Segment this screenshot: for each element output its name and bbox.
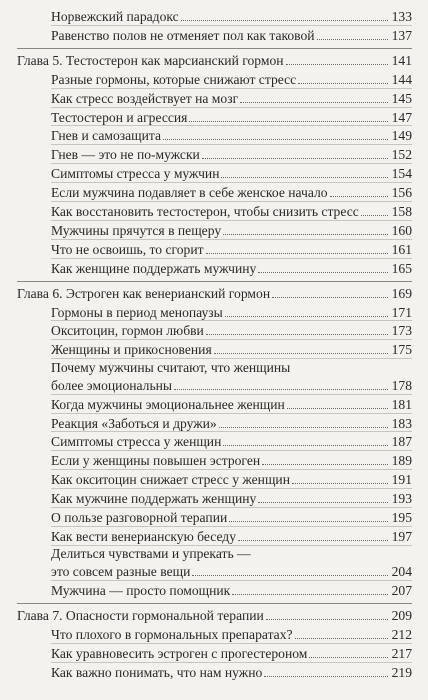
toc-entry[interactable] [51, 26, 412, 44]
dot-leader [330, 196, 388, 197]
toc-entry-title: Гнев и самозащита [51, 128, 162, 144]
chapter-rule [17, 603, 412, 604]
chapter-page: 209 [391, 608, 412, 624]
dot-leader [240, 102, 387, 103]
toc-entry-page: 147 [391, 109, 412, 125]
toc-entry-title: Женщины и прикосновения [51, 342, 212, 358]
toc-entry[interactable] [51, 340, 412, 358]
chapter-heading[interactable] [17, 606, 412, 624]
toc-entry-page: 144 [391, 71, 412, 87]
toc-entry-title: Как важно понимать, что нам нужно [51, 664, 263, 680]
toc-entry-title: Когда мужчины эмоциональнее женщин [51, 396, 285, 412]
dot-leader [229, 521, 387, 522]
toc-entry-page: 183 [391, 415, 412, 431]
toc-entry[interactable] [51, 451, 412, 469]
toc-entry-title: Как стресс воздействует на мозг [51, 90, 239, 106]
toc-entry[interactable] [51, 489, 412, 507]
toc-entry[interactable] [51, 145, 412, 163]
dot-leader [295, 638, 388, 639]
dot-leader [221, 177, 387, 178]
dot-leader [361, 215, 388, 216]
toc-entry-title: это совсем разные вещи [51, 564, 191, 580]
chapter-page: 169 [391, 285, 412, 301]
toc-entry[interactable] [51, 432, 412, 450]
toc-entry-title: Как окситоцин снижает стресс у женщин [51, 472, 290, 488]
toc-entry-title: Окситоцин, гормон любви [51, 323, 204, 339]
toc-entry-title: Равенство полов не отменяет пол как таковой [51, 27, 315, 43]
dot-leader [272, 297, 387, 298]
toc-entry-page: 197 [391, 528, 412, 544]
toc-entry-title-line1: Почему мужчины считают, что женщины [51, 359, 291, 375]
dot-leader [225, 316, 388, 317]
toc-entry-title: Что плохого в гормональных препаратах? [51, 627, 293, 642]
toc-entry-title: Тестостерон и агрессия [51, 109, 188, 125]
dot-leader [286, 64, 388, 65]
toc-entry-title: Как женщине поддержать мужчину [51, 260, 257, 276]
toc-entry-title-line1: Делиться чувствами и упрекать — [51, 546, 251, 562]
toc-entry-title: Норвежский парадокс [51, 9, 179, 24]
dot-leader [262, 464, 387, 465]
toc-entry-page: 171 [391, 304, 412, 320]
toc-entry-title: Гнев — это не по-мужски [51, 147, 200, 163]
toc-entry-title: Если у женщины повышен эстроген [51, 453, 261, 469]
toc-entry-title: Как восстановить тестостерон, чтобы снизить стресс [51, 204, 359, 219]
chapter-heading[interactable] [17, 284, 412, 302]
toc-entry-page: 158 [391, 204, 412, 219]
toc-entry-page: 187 [391, 434, 412, 450]
dot-leader [189, 121, 387, 122]
toc-entry-page: 145 [391, 90, 412, 106]
dot-leader [223, 445, 387, 446]
chapter-title: Глава 6. Эстроген как венерианский гормон [17, 285, 271, 301]
toc-entry-title: Симптомы стресса у мужчин [51, 166, 220, 182]
toc-entry[interactable] [51, 202, 412, 220]
dot-leader [206, 334, 388, 335]
toc-entry[interactable] [51, 183, 412, 201]
dot-leader [266, 619, 388, 620]
toc-entry-page: 156 [391, 185, 412, 201]
toc-entry-page: 160 [391, 222, 412, 238]
toc-entry-page: 217 [391, 645, 412, 661]
dot-leader [223, 234, 387, 235]
toc-entry[interactable] [51, 70, 412, 88]
toc-entry-title: О пользе разговорной терапии [51, 510, 228, 525]
toc-entry[interactable] [51, 470, 412, 488]
toc-entry[interactable] [51, 240, 412, 258]
toc-entry-page: 152 [391, 147, 412, 163]
dot-leader [219, 427, 388, 428]
toc-entry[interactable] [51, 321, 412, 339]
toc-entry-page: 219 [391, 664, 412, 680]
toc-entry[interactable] [51, 508, 412, 526]
toc-entry[interactable] [51, 644, 412, 662]
chapter-heading[interactable] [17, 51, 412, 69]
toc-entry[interactable] [51, 259, 412, 277]
toc-entry-page: 195 [391, 510, 412, 525]
toc-entry[interactable] [51, 395, 412, 413]
toc-entry-title: Разные гормоны, которые снижают стресс [51, 71, 297, 87]
dot-leader [238, 540, 388, 541]
toc-entry-page: 212 [391, 627, 412, 642]
chapter-title: Глава 5. Тестостерон как марсианский гормон [17, 52, 284, 68]
dot-leader [258, 502, 387, 503]
dot-leader [264, 676, 387, 677]
toc-entry-page: 175 [391, 342, 412, 358]
toc-entry-page: 137 [391, 27, 412, 43]
toc-entry-title: Реакция «Заботься и дружи» [51, 415, 217, 431]
toc-entry-page: 207 [391, 583, 412, 599]
toc-entry[interactable] [51, 359, 412, 394]
toc-entry-page: 178 [391, 377, 412, 393]
toc-entry[interactable] [51, 221, 412, 239]
toc-entry-page: 165 [391, 260, 412, 276]
chapter-title: Глава 7. Опасности гормональной терапии [17, 608, 264, 624]
toc-entry-page: 149 [391, 128, 412, 144]
dot-leader [202, 158, 388, 159]
toc-entry-title: Как уравновесить эстроген с прогестероном [51, 645, 308, 661]
toc-entry-title: более эмоциональны [51, 377, 173, 393]
toc-entry[interactable] [51, 108, 412, 126]
toc-entry-page: 161 [391, 241, 412, 257]
dot-leader [298, 83, 387, 84]
toc-entry[interactable] [51, 303, 412, 321]
toc-entry-title: Если мужчина подавляет в себе женское начало [51, 185, 328, 201]
dot-leader [214, 353, 388, 354]
toc-entry-page: 133 [391, 9, 412, 24]
toc-entry-title: Симптомы стресса у женщин [51, 434, 222, 450]
toc-entry[interactable] [51, 581, 412, 599]
toc-entry-page: 189 [391, 453, 412, 469]
dot-leader [258, 272, 387, 273]
toc-entry[interactable] [51, 625, 412, 643]
chapter-rule [17, 281, 412, 282]
dot-leader [317, 39, 388, 40]
chapter-rule [17, 48, 412, 49]
dot-leader [309, 657, 387, 658]
dot-leader [232, 594, 387, 595]
toc-entry[interactable] [51, 527, 412, 545]
toc-entry-title: Что не освоишь, то сгорит [51, 241, 204, 257]
toc-entry[interactable] [51, 663, 412, 681]
toc-entry-page: 181 [391, 396, 412, 412]
toc-entry[interactable] [51, 89, 412, 107]
dot-leader [174, 389, 388, 390]
toc-entry-title: Как мужчине поддержать женщину [51, 491, 257, 507]
toc-entry[interactable] [51, 414, 412, 432]
toc-entry[interactable] [51, 126, 412, 144]
toc-entry-title: Мужчина — просто помощник [51, 583, 231, 599]
chapter-page: 141 [391, 52, 412, 68]
toc-entry[interactable] [51, 164, 412, 182]
dot-leader [163, 139, 388, 140]
toc-entry[interactable] [51, 7, 412, 25]
toc-entry-title: Как вести венерианскую беседу [51, 528, 237, 544]
toc-entry-page: 191 [391, 472, 412, 488]
toc-entry-page: 204 [391, 564, 412, 580]
toc-entry-title: Гормоны в период менопаузы [51, 304, 223, 320]
dot-leader [192, 575, 387, 576]
dot-leader [292, 483, 388, 484]
toc-entry-page: 193 [391, 491, 412, 507]
toc-entry[interactable] [51, 546, 412, 580]
toc-entry-page: 173 [391, 323, 412, 339]
dot-leader [287, 408, 388, 409]
dot-leader [206, 253, 388, 254]
toc-entry-page: 154 [391, 166, 412, 182]
dot-leader [181, 20, 388, 21]
toc-entry-title: Мужчины прячутся в пещеру [51, 222, 222, 238]
